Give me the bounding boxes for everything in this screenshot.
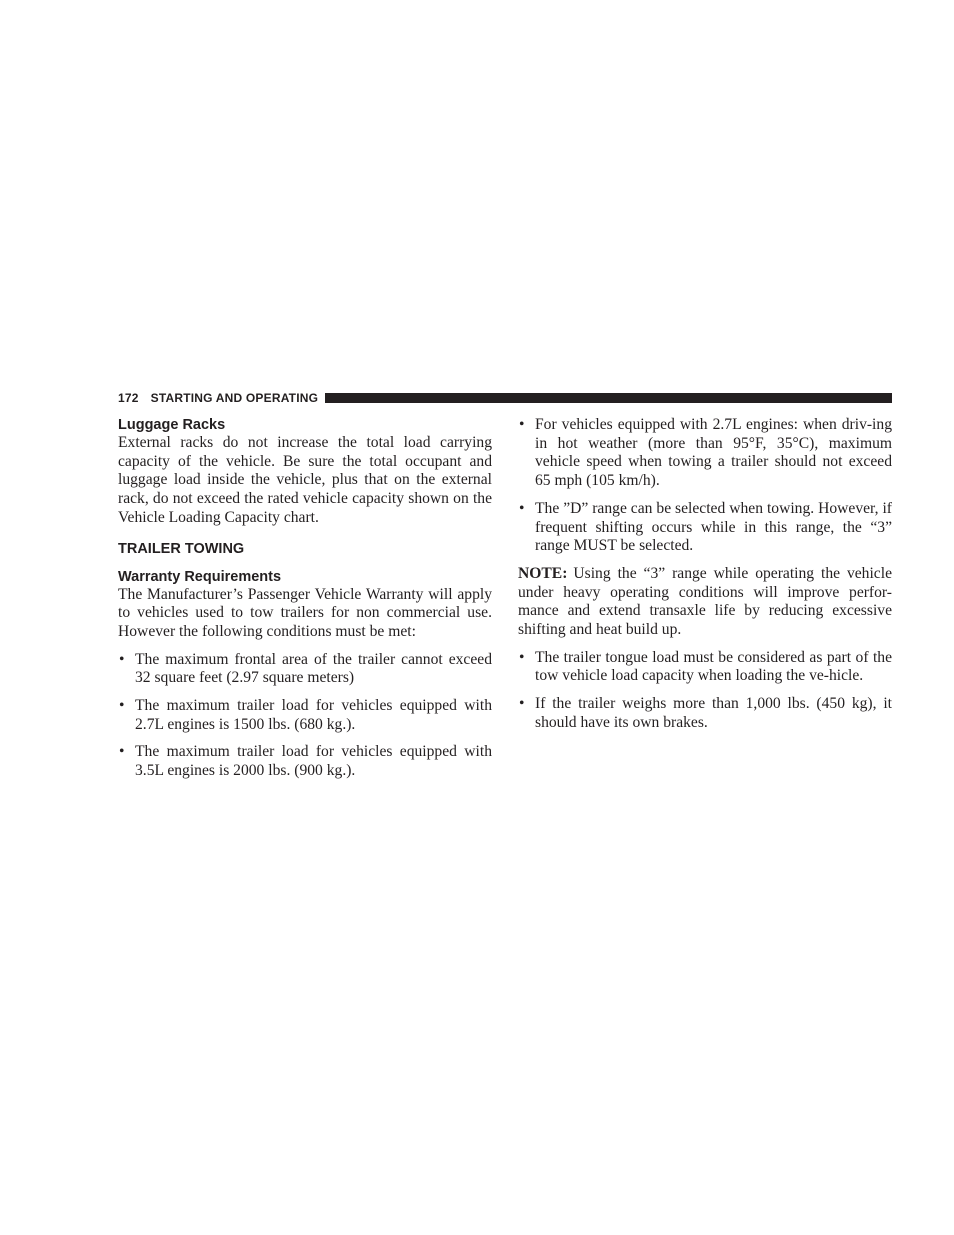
warranty-conditions-list xyxy=(118,651,492,781)
trailer-towing-heading: TRAILER TOWING xyxy=(118,540,245,557)
list-item: • If the trailer weighs more than 1,000 lbs. (450 kg), it should have its own brakes. xyxy=(518,695,892,732)
trailer-load-list xyxy=(518,649,892,733)
warranty-text: The Manufacturer’s Passenger Vehicle Warranty will apply to vehicles used to tow trailers for non commercial use. However the following conditions must be met: xyxy=(118,585,492,640)
right-column xyxy=(518,416,892,742)
list-item: • The trailer tongue load must be considered as part of the tow vehicle load capacity when loading the ve-hicle. xyxy=(518,649,892,686)
luggage-racks-heading: Luggage Racks xyxy=(118,417,226,433)
towing-conditions-list xyxy=(518,416,892,556)
list-item: • For vehicles equipped with 2.7L engines: when driv-ing in hot weather (more than 95°F, 35°C), maximum vehicle speed when towing a trailer should not exceed 65 mph (105 km/h). xyxy=(518,416,892,491)
left-column xyxy=(118,416,492,790)
list-item: • The maximum frontal area of the trailer cannot exceed 32 square feet (2.97 square meters) xyxy=(118,651,492,688)
note-paragraph xyxy=(518,565,892,640)
list-item: • The ”D” range can be selected when towing. However, if frequent shifting occurs while in this range, the “3” range MUST be selected. xyxy=(518,500,892,556)
note-label: NOTE: xyxy=(518,564,568,582)
header-rule xyxy=(325,393,892,403)
page-number: 172 xyxy=(118,391,139,405)
section-title: STARTING AND OPERATING xyxy=(150,391,319,405)
note-text: Using the “3” range while operating the vehicle under heavy operating conditions will improve perfor-mance and extend transaxle life by reducing excessive shifting and heat build up. xyxy=(518,564,892,639)
luggage-racks-text: External racks do not increase the total load carrying capacity of the vehicle. Be sure the total occupant and luggage load inside the vehicle, plus that on the external rack, do not exceed the rated vehicle capacity shown on the Vehicle Loading Capacity chart. xyxy=(118,434,492,526)
list-item: • The maximum trailer load for vehicles equipped with 3.5L engines is 2000 lbs. (900 kg.). xyxy=(118,743,492,780)
warranty-requirements-heading: Warranty Requirements xyxy=(118,568,282,585)
list-item: • The maximum trailer load for vehicles equipped with 2.7L engines is 1500 lbs. (680 kg.). xyxy=(118,697,492,734)
page-header xyxy=(118,390,892,406)
